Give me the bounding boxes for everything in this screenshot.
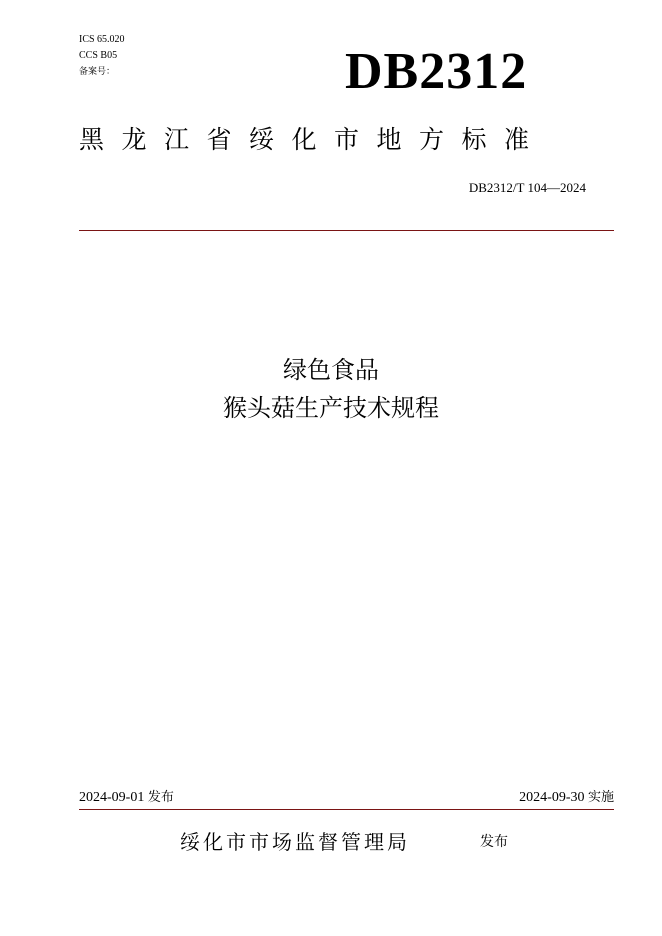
implementation-date: 2024-09-30 [519, 790, 585, 805]
document-title-line-1: 绿色食品 [283, 356, 379, 384]
issue-label: 发布 [147, 790, 174, 805]
top-divider [79, 230, 614, 231]
implementation-date-block [519, 789, 614, 807]
bottom-divider [79, 809, 614, 810]
ics-code: ICS 65.020 [79, 34, 125, 45]
standard-number: DB2312/T 104—2024 [468, 180, 586, 195]
issuing-authority-suffix: 发布 [480, 834, 508, 850]
issuing-organization-heading: 黑龙江省绥化市地方标准 [79, 125, 547, 154]
issue-date: 2024-09-01 [79, 790, 145, 805]
issue-date-block [79, 789, 174, 807]
issuing-authority: 绥化市市场监督管理局 [180, 830, 410, 854]
standard-code-logo: DB2312 [345, 43, 528, 100]
ccs-code: CCS B05 [79, 50, 118, 61]
record-number-label: 备案号： [79, 67, 116, 77]
document-title-line-2: 猴头菇生产技术规程 [223, 394, 439, 422]
implementation-label: 实施 [587, 790, 614, 805]
